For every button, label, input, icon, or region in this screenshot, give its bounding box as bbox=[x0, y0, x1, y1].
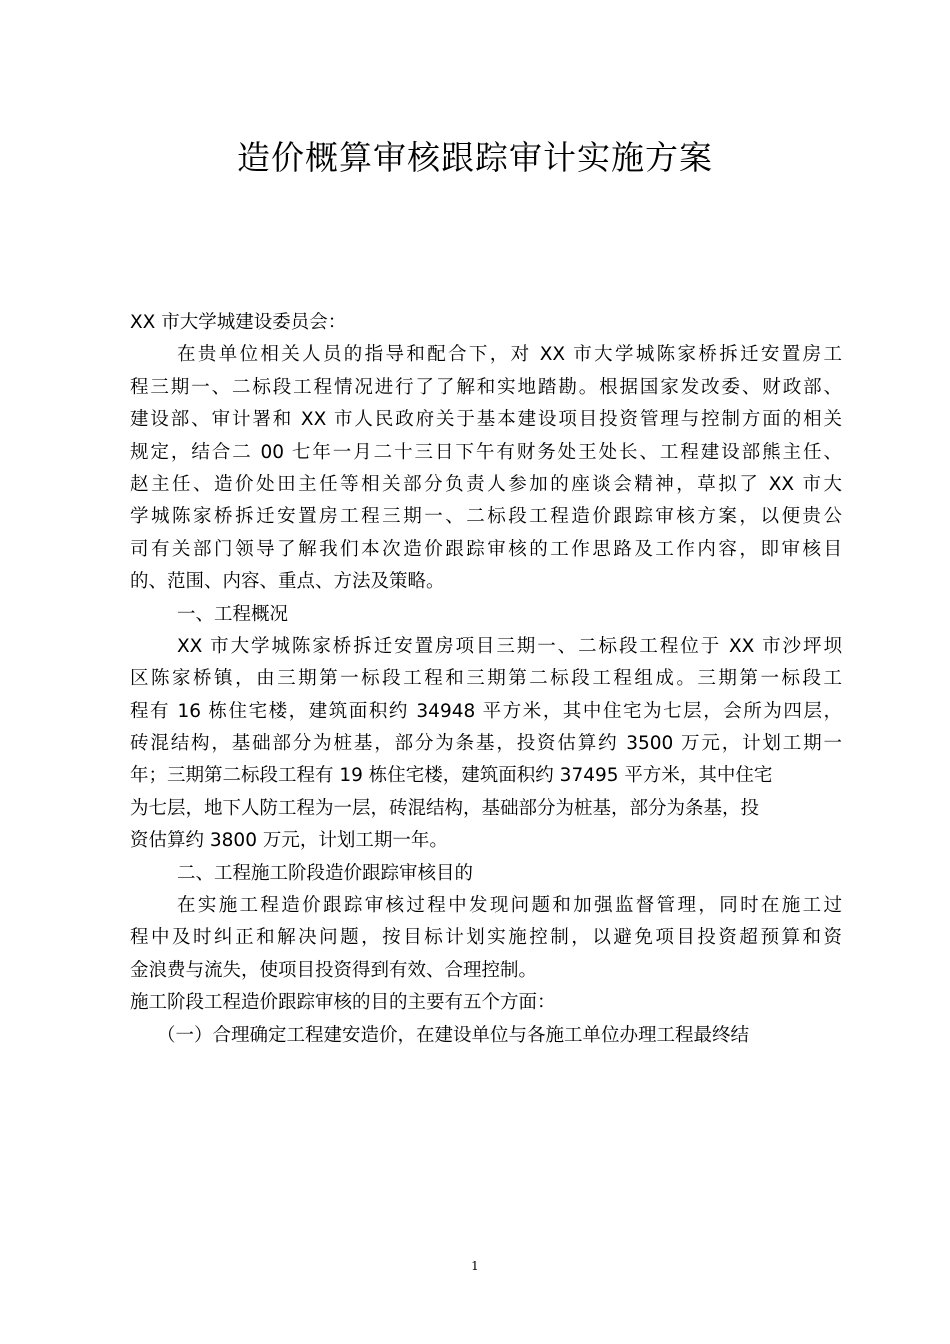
paragraph-line: 学城陈家桥拆迁安置房工程三期一、二标段工程造价跟踪审核方案，以便贵公 bbox=[130, 506, 842, 528]
page-number: 1 bbox=[471, 1259, 479, 1273]
paragraph-line: 建设部、审计署和 XX 市人民政府关于基本建设项目投资管理与控制方面的相关 bbox=[130, 409, 842, 431]
paragraph-line: XX 市大学城陈家桥拆迁安置房项目三期一、二标段工程位于 XX 市沙坪坝 bbox=[177, 635, 842, 657]
paragraph-line: 资估算约 3800 万元，计划工期一年。 bbox=[130, 830, 448, 852]
section-heading: 二、工程施工阶段造价跟踪审核目的 bbox=[177, 862, 474, 884]
salutation: XX 市大学城建设委员会： bbox=[130, 312, 347, 333]
paragraph-line: 砖混结构，基础部分为桩基，部分为条基，投资估算约 3500 万元，计划工期一 bbox=[130, 733, 842, 755]
paragraph-line: 在贵单位相关人员的指导和配合下，对 XX 市大学城陈家桥拆迁安置房工 bbox=[177, 344, 842, 366]
document-body bbox=[130, 307, 842, 1052]
paragraph-line: 程三期一、二标段工程情况进行了了解和实地踏勘。根据国家发改委、财政部、 bbox=[130, 376, 842, 398]
paragraph-line: 程中及时纠正和解决问题，按目标计划实施控制，以避免项目投资超预算和资 bbox=[130, 927, 842, 949]
paragraph-line: 赵主任、造价处田主任等相关部分负责人参加的座谈会精神，草拟了 XX 市大 bbox=[130, 473, 842, 495]
paragraph-line: 施工阶段工程造价跟踪审核的目的主要有五个方面： bbox=[130, 992, 556, 1014]
paragraph-line: （一）合理确定工程建安造价，在建设单位与各施工单位办理工程最终结 bbox=[157, 1024, 750, 1046]
paragraph-line: 的、范围、内容、重点、方法及策略。 bbox=[130, 571, 445, 593]
paragraph-line: 在实施工程造价跟踪审核过程中发现问题和加强监督管理，同时在施工过 bbox=[177, 895, 842, 917]
paragraph-line: 为七层，地下人防工程为一层，砖混结构，基础部分为桩基，部分为条基，投 bbox=[130, 797, 760, 819]
paragraph-line: 规定，结合二 00 七年一月二十三日下午有财务处王处长、工程建设部熊主任、 bbox=[130, 441, 842, 463]
paragraph-line: 程有 16 栋住宅楼，建筑面积约 34948 平方米，其中住宅为七层，会所为四层， bbox=[130, 700, 842, 722]
paragraph-line: 金浪费与流失，使项目投资得到有效、合理控制。 bbox=[130, 959, 538, 981]
section-heading: 一、工程概况 bbox=[177, 603, 289, 625]
paragraph-line: 区陈家桥镇，由三期第一标段工程和三期第二标段工程组成。三期第一标段工 bbox=[130, 668, 842, 690]
document-title: 造价概算审核跟踪审计实施方案 bbox=[237, 138, 713, 177]
paragraph-line: 司有关部门领导了解我们本次造价跟踪审核的工作思路及工作内容，即审核目 bbox=[130, 538, 842, 560]
paragraph-line: 年；三期第二标段工程有 19 栋住宅楼，建筑面积约 37495 平方米，其中住宅 bbox=[130, 765, 773, 787]
